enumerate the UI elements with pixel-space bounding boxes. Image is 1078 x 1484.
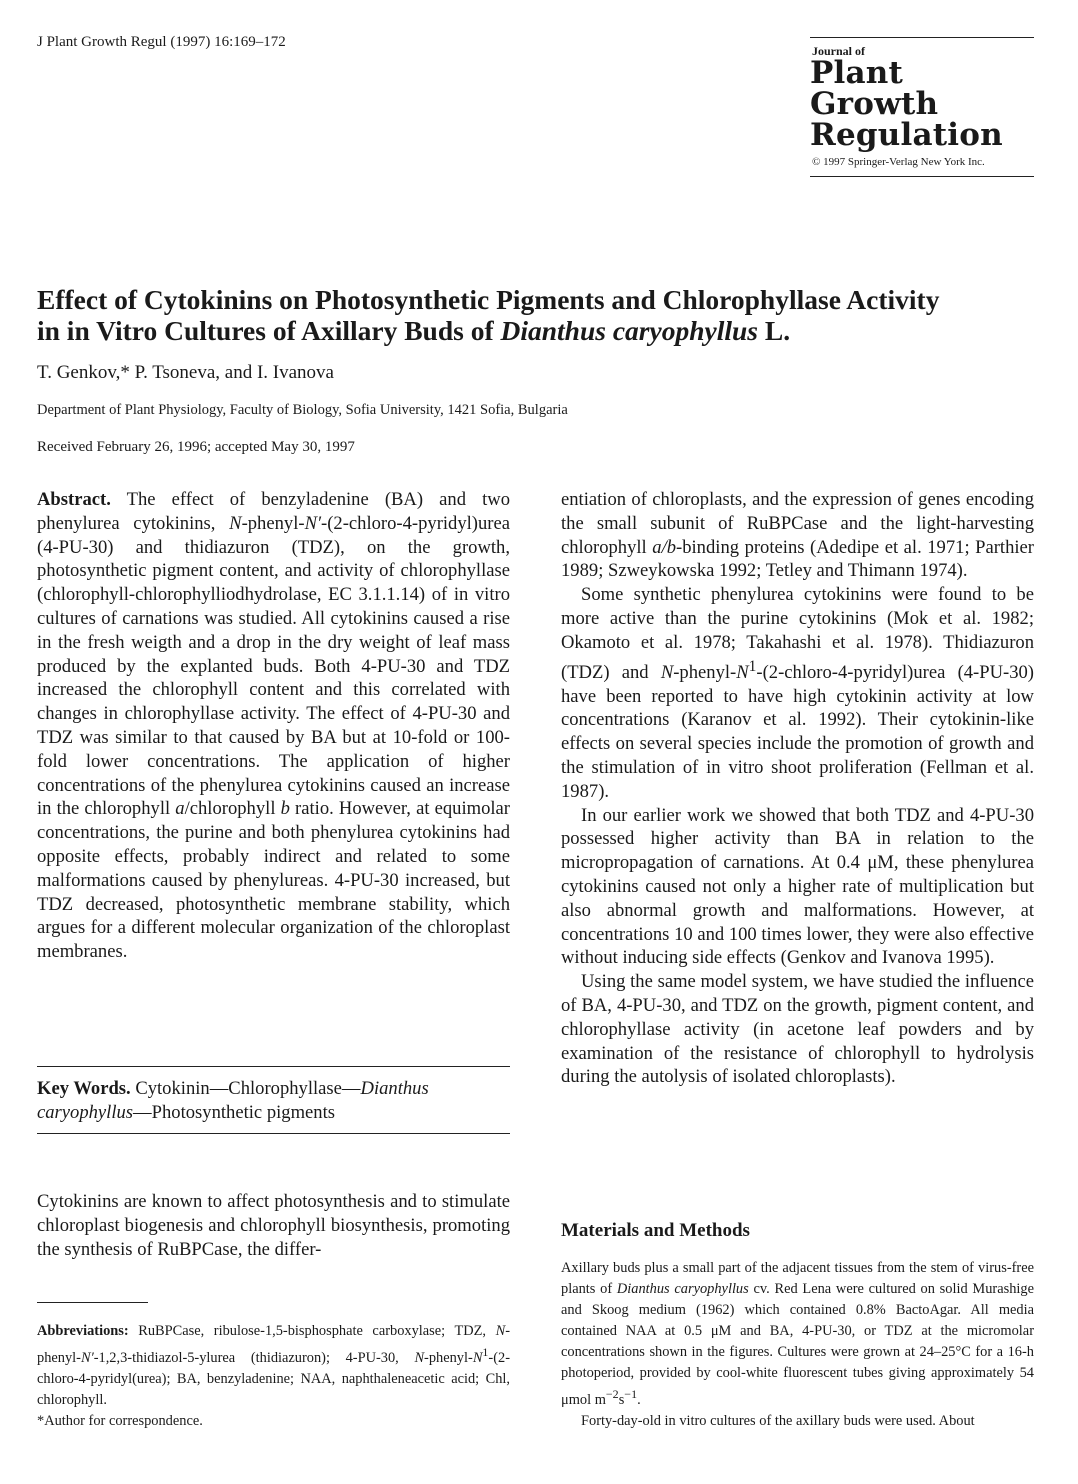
methods-span: cv. Red Lena were cultured on solid Murashige and Skoog medium (1962) which contained 0.8% BactoAgar. All media contained NAA at 0.5 μM and BA, 4-PU-30, or TDZ at the micromolar concentrations shown in the figures. Cultures were grown at 24–25°C for a 16-h photoperiod, provided by cool-white fluorescent tubes giving approximately 54 μmol m [561,1281,1034,1408]
body-text: -phenyl- [673,661,737,683]
abstract-italic-a: a [175,798,185,820]
body-paragraph-1 [561,488,1034,583]
affiliation: Department of Plant Physiology, Faculty of Biology, Sofia University, 1421 Sofia, Bulgaria [37,402,568,418]
body-text: entiation of chloroplasts, and the expression of genes encoding the small subunit of RuBPCase and the light-harvesting chlorophyll [561,489,1034,558]
keywords-text: —Photosynthetic pigments [133,1101,335,1123]
methods-span: . [637,1391,641,1408]
body-italic: N [736,661,749,683]
footnote-text: -(2-chloro-4-pyridyl(urea); BA, benzyladenine; NAA, naphthaleneacetic acid; Chl, chlorophyll. [37,1349,510,1408]
keywords-species: Dianthus caryophyllus [37,1078,429,1123]
correspondence-footnote: *Author for correspondence. [37,1412,203,1429]
abstract-text: ratio. However, at equimolar concentrations, the purine and both phenylurea cytokinins had opposite effects, probably indirect and related to some malformations caused by phenylureas. 4-PU-30 increased, but TDZ decreased, photosynthetic membrane stability, which argues for a different molecular organization of the chloroplast membranes. [37,798,511,963]
body-paragraph-3: In our earlier work we showed that both TDZ and 4-PU-30 possessed higher activity than BA in relation to the micropropagation of carnations. At 0.4 μM, these phenylurea cytokinins caused not only a higher rate of multiplication but also abnormal growth and malformations. However, at concentrations 10 and 100 times lower, they were also effective without inducing side effects (Genkov and Ivanova 1995). [561,804,1034,969]
section-heading-methods: Materials and Methods [561,1220,750,1241]
abstract [37,488,510,964]
abstract-text: -(2-chloro-4-pyridyl)urea (4-PU-30) and thidiazuron (TDZ), on the growth, photosynthetic pigment content, and activity of chlorophyllase (chlorophyll-chlorophylliodhydrolase, EC 3.1.1.14) of in vitro cultures of carnations was studied. All cytokinins caused a rise in the fresh weigth and a drop in the dry weight of leaf mass produced by the explanted buds. Both 4-PU-30 and TDZ increased the chlorophyll content and this correlated with changes in chlorophyllase activity. The effect of 4-PU-30 and TDZ was similar to that caused by BA but at 10-fold or 100-fold lower concentrations. The application of higher concentrations of the phenylurea cytokinins caused an increase in the chlorophyll [37,512,510,820]
methods-span: s [618,1391,625,1408]
body-paragraph-2 [561,583,1034,803]
methods-paragraph-2: Forty-day-old in vitro cultures of the axillary buds were used. About [581,1412,975,1429]
abstract-text: -phenyl- [241,512,305,534]
footnote-rule [37,1302,148,1303]
methods-text [561,1258,1034,1432]
footnote-text: -1,2,3-thidiazol-5-ylurea (thidiazuron); 4-PU-30, [93,1349,415,1366]
intro-text: Cytokinins are known to affect photosynthesis and to stimulate chloroplast biogenesis and chlorophyll biosynthesis, promoting the synthesis of RuBPCase, the differ- [37,1191,510,1260]
title-line-2: in in Vitro Cultures of Axillary Buds of [37,315,501,346]
footnote-text: -phenyl- [424,1349,473,1366]
abstract-label: Abstract. [37,489,111,510]
abstract-text: /chlorophyll [184,798,281,820]
masthead-growth: Growth [810,86,939,122]
footnote-text: -phenyl- [37,1323,510,1366]
masthead-journal-of: Journal of [812,44,866,58]
abbreviations-label: Abbreviations: [37,1323,129,1339]
article-title [37,284,1037,346]
abstract-italic-n: N [229,512,242,534]
keywords-label: Key Words. [37,1078,131,1099]
methods-species: Dianthus caryophyllus [616,1281,749,1297]
body-italic: N [660,661,674,683]
journal-masthead [810,37,1034,177]
footnote-italic: N [495,1323,506,1339]
body-superscript: 1 [748,657,757,675]
body-italic: a/b [652,536,677,558]
body-text: -binding proteins (Adedipe et al. 1971; Parthier 1989; Szweykowska 1992; Tetley and Thimann 1974). [561,536,1035,582]
keywords-box [37,1066,510,1134]
methods-superscript: −1 [624,1387,638,1401]
methods-span: Axillary buds plus a small part of the adjacent tissues from the stem of virus-free plants of [561,1260,1034,1297]
intro-paragraph-left [37,1190,510,1261]
author-list: T. Genkov,* P. Tsoneva, and I. Ivanova [37,362,334,383]
body-text: Some synthetic phenylurea cytokinins were found to be more active than the purine cytokinins (Mok et al. 1982; Okamoto et al. 1978; Takahashi et al. 1978). Thidiazuron (TDZ) and [561,584,1034,683]
abstract-text: The effect of benzyladenine (BA) and two phenylurea cytokinins, [37,489,510,534]
abstract-italic-b: b [280,798,290,820]
title-species: Dianthus caryophyllus [500,315,758,346]
body-text: -(2-chloro-4-pyridyl)urea (4-PU-30) have been reported to have high cytokinin activity at low concentrations (Karanov et al. 1992). Their cytokinin-like effects on several species include the promotion of growth and the stimulation of in vitro shoot proliferation (Fellman et al. 1987). [561,661,1034,802]
title-line-2-end: L. [758,315,791,346]
masthead-plant: Plant [810,55,904,91]
abstract-italic-n-prime: N′ [304,512,322,534]
keywords-text: Cytokinin—Chlorophyllase— [130,1078,361,1099]
footnote-superscript: 1 [482,1345,489,1359]
body-right-column [561,488,1034,1089]
masthead-regulation: Regulation [810,117,1003,153]
footnote-italic: N [414,1349,425,1366]
footnote-italic: N′ [80,1349,94,1366]
masthead-copyright: © 1997 Springer-Verlag New York Inc. [812,156,985,168]
received-dates: Received February 26, 1996; accepted May 30, 1997 [37,439,355,455]
abbreviations-footnote [37,1321,510,1411]
title-line-1: Effect of Cytokinins on Photosynthetic Pigments and Chlorophyllase Activity [37,284,940,315]
footnotes [37,1321,510,1432]
body-paragraph-4: Using the same model system, we have studied the influence of BA, 4-PU-30, and TDZ on the growth, pigment content, and chlorophyllase activity (in acetone leaf powders and by examination of the resistance of chlorophyll to hydrolysis during the autolysis of isolated chloroplasts). [561,971,1034,1088]
methods-superscript: −2 [605,1387,619,1401]
running-head: J Plant Growth Regul (1997) 16:169–172 [37,34,286,50]
methods-paragraph-1 [561,1258,1034,1411]
footnote-italic: N [472,1349,483,1366]
footnote-text: RuBPCase, ribulose-1,5-bisphosphate carboxylase; TDZ, [128,1323,496,1339]
